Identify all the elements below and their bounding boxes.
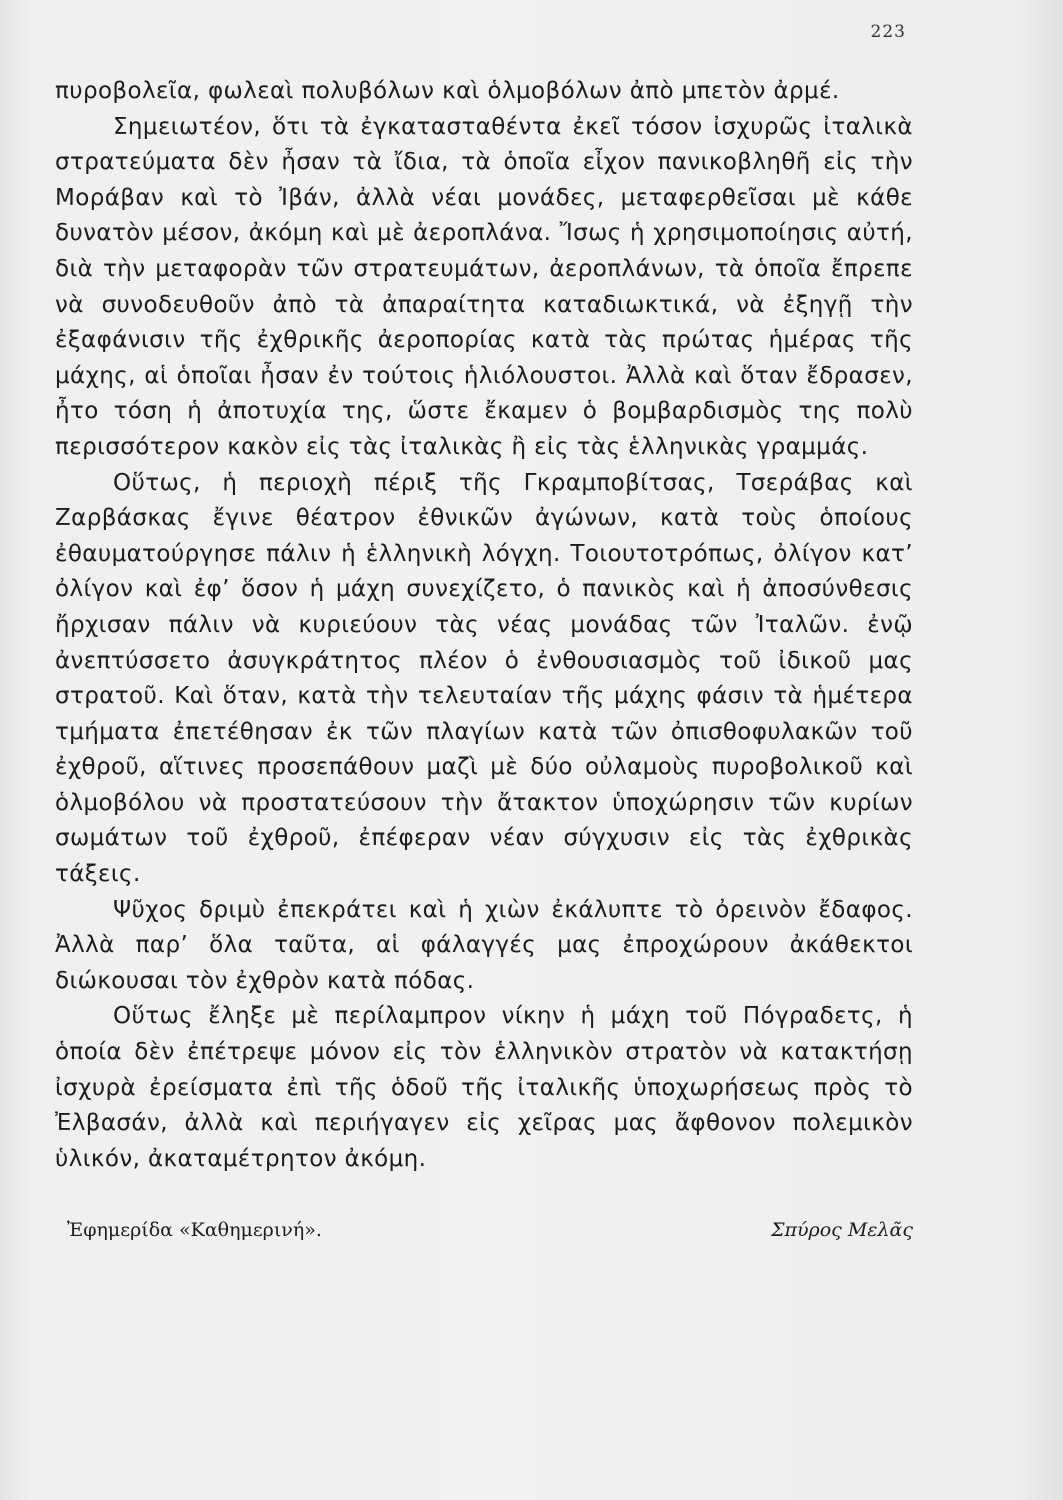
source-citation: Ἐφημερίδα «Καθημερινή». <box>67 1219 322 1241</box>
paragraph-1: πυροβολεῖα, φωλεαὶ πολυβόλων καὶ ὁλμοβόλων ἀπὸ μπετὸν ἀρμέ. <box>55 78 840 104</box>
signature-row <box>55 1219 913 1249</box>
page-number: 223 <box>870 22 906 42</box>
paragraph-2: Σημειωτέον, ὅτι τὰ ἐγκατασταθέντα ἐκεῖ τόσον ἰσχυρῶς ἰταλικὰ στρατεύματα δὲν ἦσαν τὰ ἴδια, τὰ ὁποῖα εἶχον πανικοβληθῆ εἰς τὴν Μοράβαν καὶ τὸ Ἰβάν, ἀλλὰ νέαι μονάδες, μεταφερθεῖσαι μὲ κάθε δυνατὸν μέσον, ἀκόμη καὶ μὲ ἀεροπλάνα. Ἴσως ἡ χρησιμοποίησις αὐτή, διὰ τὴν μεταφορὰν τῶν στρατευμάτων, ἀεροπλάνων, τὰ ὁποῖα ἔπρεπε νὰ συνοδευθοῦν ἀπὸ τὰ ἀπαραίτητα καταδιωκτικά, νὰ ἐξηγῇ τὴν ἐξαφάνισιν τῆς ἐχθρικῆς ἀεροπορίας κατὰ τὰς πρώτας ἡμέρας τῆς μάχης, αἱ ὁποῖαι ἦσαν ἐν τούτοις ἡλιόλουστοι. Ἀλλὰ καὶ ὅταν ἔδρασεν, ἦτο τόση ἡ ἀποτυχία της, ὥστε ἔκαμεν ὁ βομβαρδισμὸς της πολὺ περισσότερον κακὸν εἰς τὰς ἰταλικὰς ἢ εἰς τὰς ἑλληνικὰς γραμμάς. <box>55 113 913 460</box>
paragraph-5: Οὕτως ἔληξε μὲ περίλαμπρον νίκην ἡ μάχη τοῦ Πόγραδετς, ἡ ὁποία δὲν ἐπέτρεψε μόνον εἰς τὸν ἑλληνικὸν στρατὸν νὰ κατακτήσῃ ἰσχυρὰ ἐρείσματα ἐπὶ τῆς ὁδοῦ τῆς ἰταλικῆς ὑποχωρήσεως πρὸς τὸ Ἐλβασάν, ἀλλὰ καὶ περιήγαγεν εἰς χεῖρας μας ἄφθονον πολεμικὸν ὑλικόν, ἀκαταμέτρητον ἀκόμη. <box>55 1003 913 1172</box>
author-name: Σπύρος Μελᾶς <box>771 1219 913 1241</box>
paragraph-3: Οὕτως, ἡ περιοχὴ πέριξ τῆς Γκραμποβίτσας, Τσεράβας καὶ Ζαρβάσκας ἔγινε θέατρον ἐθνικῶν ἀγώνων, κατὰ τοὺς ὁποίους ἐθαυματούργησε πάλιν ἡ ἑλληνικὴ λόγχη. Τοιουτοτρόπως, ὀλίγον κατ’ ὀλίγον καὶ ἐφ’ ὅσον ἡ μάχη συνεχίζετο, ὁ πανικὸς καὶ ἡ ἀποσύνθεσις ἤρχισαν πάλιν νὰ κυριεύουν τὰς νέας μονάδας τῶν Ἰταλῶν. ἐνῷ ἀνεπτύσσετο ἀσυγκράτητος πλέον ὁ ἐνθουσιασμὸς τοῦ ἰδικοῦ μας στρατοῦ. Καὶ ὅταν, κατὰ τὴν τελευταίαν τῆς μάχης φάσιν τὰ ἡμέτερα τμήματα ἐπετέθησαν ἐκ τῶν πλαγίων κατὰ τῶν ὀπισθοφυλακῶν τοῦ ἐχθροῦ, αἵτινες προσεπάθουν μαζὶ μὲ δύο οὐλαμοὺς πυροβολικοῦ καὶ ὁλμοβόλου νὰ προστατεύσουν τὴν ἄτακτον ὑποχώρησιν τῶν κυρίων σωμάτων τοῦ ἐχθροῦ, ἐπέφεραν νέαν σύγχυσιν εἰς τὰς ἐχθρικὰς τάξεις. <box>55 469 913 888</box>
article-body <box>55 74 913 1177</box>
paragraph-4: Ψῦχος δριμὺ ἐπεκράτει καὶ ἡ χιὼν ἐκάλυπτε τὸ ὀρεινὸν ἔδαφος. Ἀλλὰ παρ’ ὅλα ταῦτα, αἱ φάλαγγές μας ἐπροχώρουν ἀκάθεκτοι διώκουσαι τὸν ἐχθρὸν κατὰ πόδας. <box>55 896 913 994</box>
